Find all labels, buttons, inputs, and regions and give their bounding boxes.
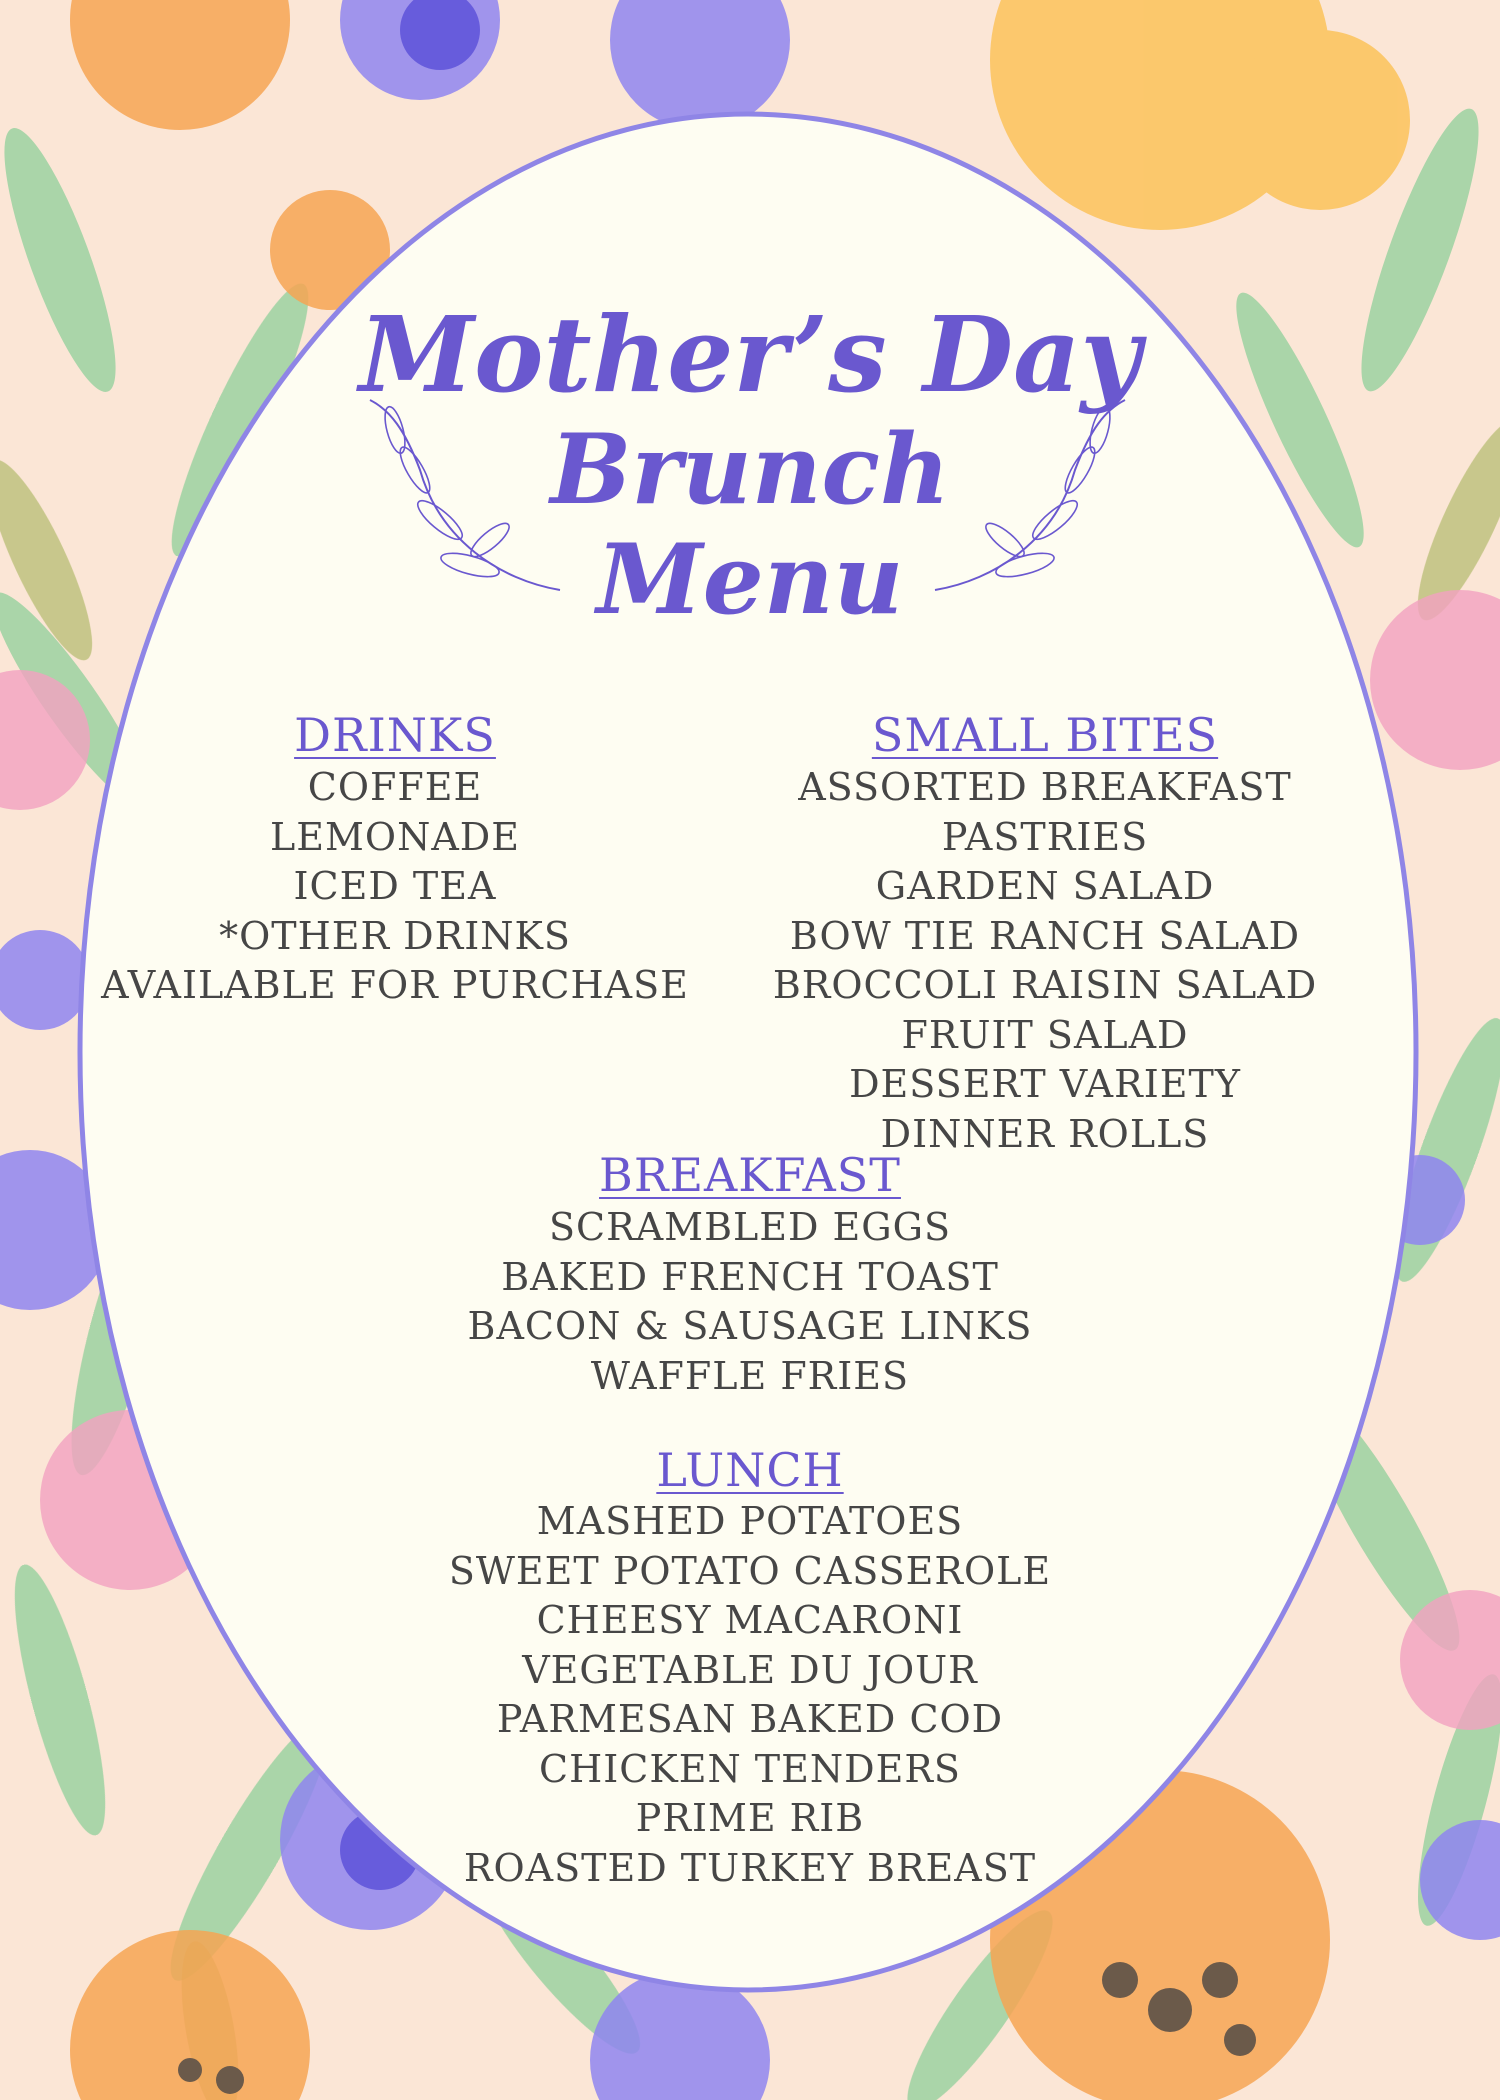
menu-item: COFFEE [307, 765, 483, 809]
section-list-drinks [60, 763, 730, 1011]
menu-item: BROCCOLI RAISIN SALAD [772, 963, 1318, 1007]
menu-item: CHICKEN TENDERS [539, 1746, 961, 1791]
section-heading-small-bites: SMALL BITES [871, 708, 1219, 762]
title-line-brunch: Brunch [550, 413, 950, 526]
menu-item: CHEESY MACARONI [536, 1598, 964, 1642]
menu-item: VEGETABLE DU JOUR [522, 1647, 978, 1692]
menu-item: FRUIT SALAD [901, 1012, 1189, 1057]
menu-item: AVAILABLE FOR PURCHASE [101, 963, 689, 1007]
section-heading-lunch: LUNCH [656, 1443, 844, 1497]
section-list-breakfast [350, 1203, 1150, 1401]
title-line-menu: Menu [596, 523, 904, 636]
menu-item: GARDEN SALAD [875, 864, 1215, 908]
menu-item: ICED TEA [293, 864, 497, 908]
menu-item: SWEET POTATO CASSEROLE [448, 1548, 1052, 1593]
section-heading-breakfast: BREAKFAST [599, 1148, 901, 1202]
menu-item: PARMESAN BAKED COD [496, 1697, 1004, 1741]
menu-item: MASHED POTATOES [536, 1499, 964, 1543]
menu-item: BOW TIE RANCH SALAD [789, 913, 1301, 958]
section-list-lunch [350, 1497, 1150, 1893]
menu-item: LEMONADE [270, 814, 520, 859]
menu-item: ROASTED TURKEY BREAST [463, 1845, 1037, 1890]
menu-item: DINNER ROLLS [880, 1111, 1210, 1156]
menu-item: ASSORTED BREAKFAST PASTRIES [798, 765, 1292, 859]
menu-item: WAFFLE FRIES [590, 1353, 910, 1398]
menu-item: BAKED FRENCH TOAST [501, 1254, 999, 1299]
menu-item: PRIME RIB [635, 1796, 865, 1840]
menu-item: BACON & SAUSAGE LINKS [467, 1304, 1033, 1348]
menu-item: *OTHER DRINKS [219, 913, 571, 958]
menu-item: DESSERT VARIETY [849, 1062, 1241, 1106]
section-heading-drinks: DRINKS [294, 708, 496, 762]
title-line-mothers-day: Mother’s Day [359, 293, 1141, 416]
menu-item: SCRAMBLED EGGS [549, 1205, 951, 1249]
section-list-small-bites [695, 763, 1395, 1159]
